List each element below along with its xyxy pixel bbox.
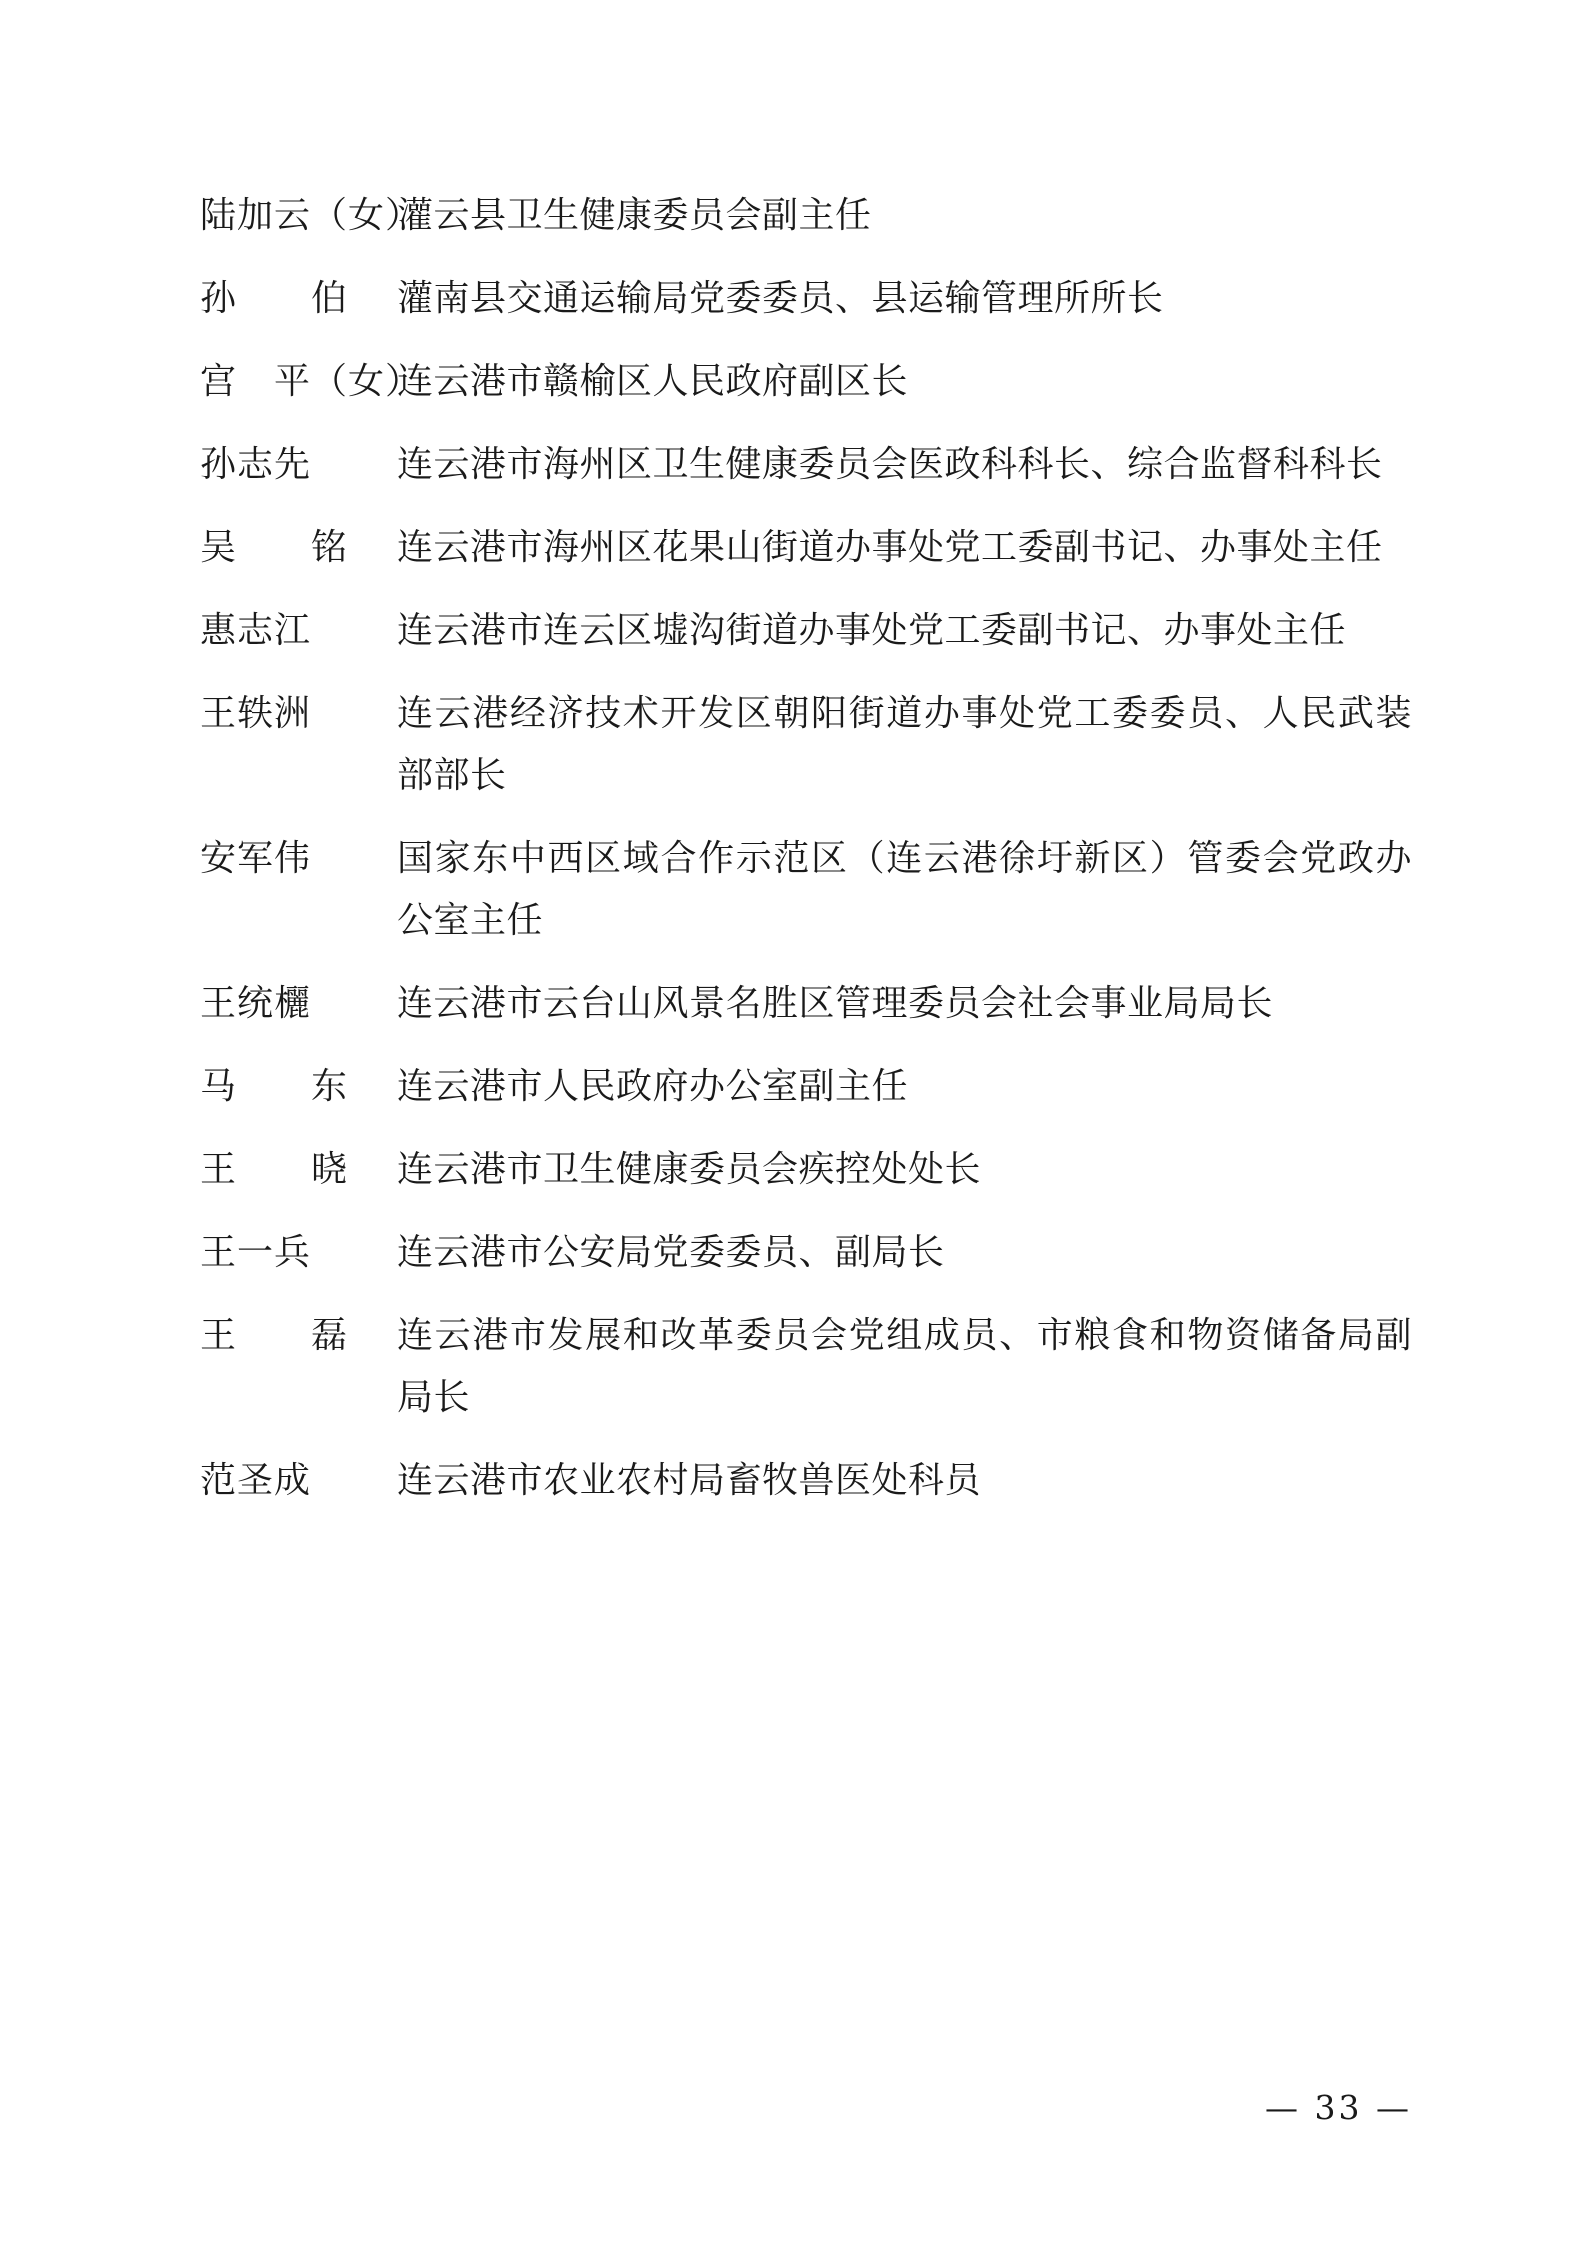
list-item [200, 1139, 1412, 1201]
person-name: 宫 平（女） [200, 361, 423, 402]
person-name: 安军伟 [200, 838, 312, 879]
person-name: 王统欐 [200, 983, 312, 1024]
person-name: 范圣成 [200, 1460, 312, 1501]
person-title: 连云港市卫生健康委员会疾控处处长 [397, 1149, 982, 1190]
person-title: 国家东中西区域合作示范区（连云港徐圩新区）管委会党政办公室主任 [397, 838, 1412, 941]
person-name: 马 东 [200, 1066, 349, 1107]
person-title: 连云港市发展和改革委员会党组成员、市粮食和物资储备局副局长 [397, 1315, 1412, 1418]
list-item [200, 1222, 1412, 1284]
person-title: 灌云县卫生健康委员会副主任 [397, 195, 872, 236]
list-item [200, 351, 1412, 413]
list-item [200, 185, 1412, 247]
person-name: 王轶洲 [200, 693, 312, 734]
person-title: 连云港市人民政府办公室副主任 [397, 1066, 909, 1107]
list-item [200, 828, 1412, 952]
person-name: 惠志江 [200, 610, 312, 651]
list-item [200, 600, 1412, 662]
person-title: 连云港市云台山风景名胜区管理委员会社会事业局局长 [397, 983, 1274, 1024]
person-name: 陆加云（女） [200, 195, 423, 236]
person-title: 连云港市公安局党委委员、副局长 [397, 1232, 945, 1273]
list-item [200, 434, 1412, 496]
person-name: 王 晓 [200, 1149, 349, 1190]
list-item [200, 683, 1412, 807]
person-title: 连云港市赣榆区人民政府副区长 [397, 361, 909, 402]
person-title: 连云港市海州区卫生健康委员会医政科科长、综合监督科科长 [397, 444, 1383, 485]
list-item [200, 1450, 1412, 1512]
list-item [200, 517, 1412, 579]
list-item [200, 973, 1412, 1035]
person-name: 吴 铭 [200, 527, 349, 568]
list-item [200, 1056, 1412, 1118]
person-title: 连云港市连云区墟沟街道办事处党工委副书记、办事处主任 [397, 610, 1347, 651]
person-title: 连云港市海州区花果山街道办事处党工委副书记、办事处主任 [397, 527, 1383, 568]
page-number: — 33 — [1265, 2088, 1412, 2127]
list-item [200, 268, 1412, 330]
person-title: 灌南县交通运输局党委委员、县运输管理所所长 [397, 278, 1164, 319]
person-name: 孙 伯 [200, 278, 349, 319]
person-name: 孙志先 [200, 444, 312, 485]
personnel-list [200, 185, 1412, 1512]
list-item [200, 1305, 1412, 1429]
person-name: 王 磊 [200, 1315, 349, 1356]
person-name: 王一兵 [200, 1232, 312, 1273]
person-title: 连云港经济技术开发区朝阳街道办事处党工委委员、人民武装部部长 [397, 693, 1412, 796]
person-title: 连云港市农业农村局畜牧兽医处科员 [397, 1460, 982, 1501]
